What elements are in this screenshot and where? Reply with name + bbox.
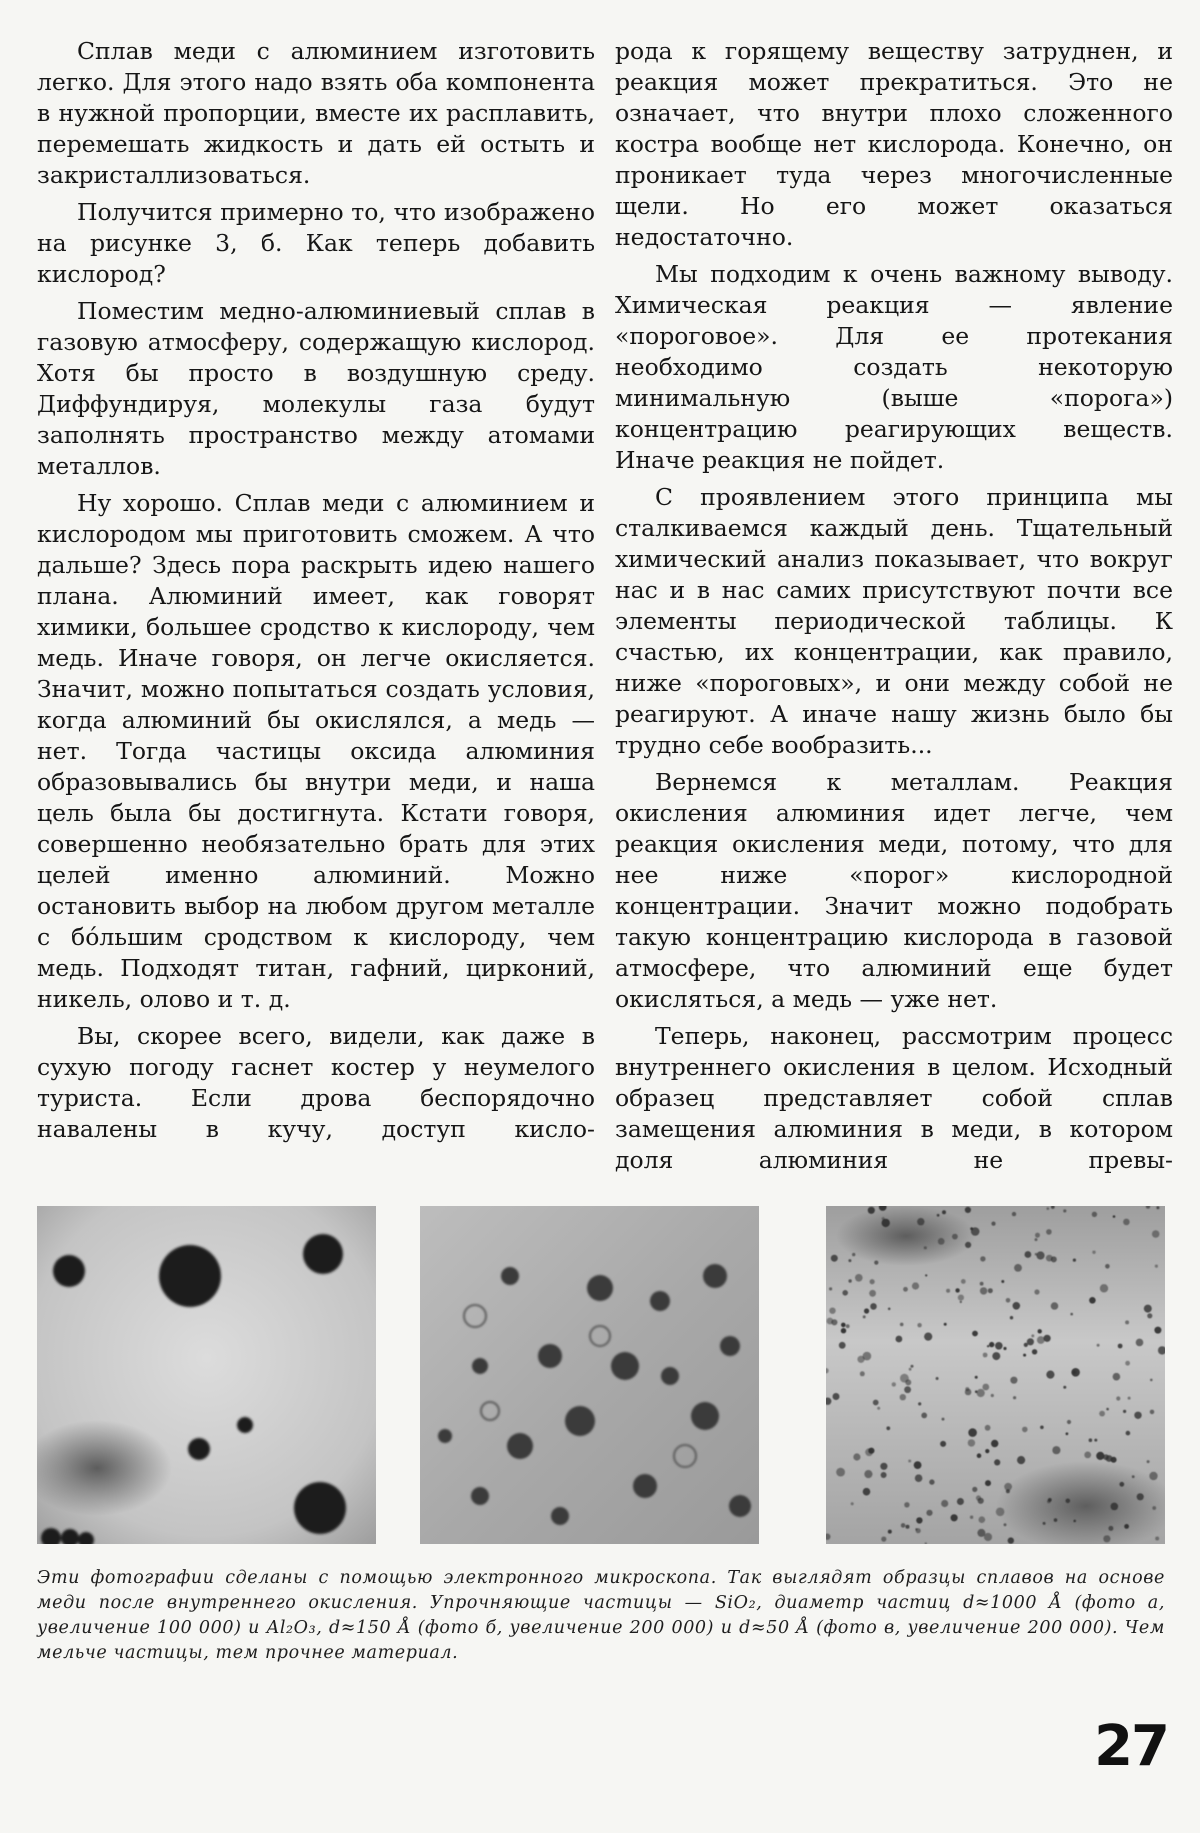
speck bbox=[1066, 1499, 1071, 1504]
speck bbox=[829, 1287, 832, 1290]
speck bbox=[975, 1390, 978, 1393]
speck bbox=[936, 1377, 939, 1380]
speck bbox=[1023, 1354, 1026, 1357]
speck bbox=[1106, 1455, 1113, 1462]
speck bbox=[1094, 1439, 1097, 1442]
speck bbox=[937, 1214, 940, 1217]
speck bbox=[965, 1242, 971, 1248]
speck bbox=[952, 1234, 958, 1240]
speck bbox=[941, 1500, 948, 1507]
speck bbox=[1008, 1537, 1014, 1543]
speck bbox=[1100, 1284, 1108, 1292]
micrograph-b bbox=[420, 1206, 759, 1544]
speck bbox=[1040, 1426, 1044, 1430]
speck bbox=[1034, 1289, 1039, 1294]
speck bbox=[980, 1282, 984, 1286]
speck bbox=[965, 1387, 969, 1391]
speck bbox=[1031, 1334, 1034, 1337]
speck bbox=[968, 1439, 975, 1446]
speck bbox=[909, 1368, 912, 1371]
speck bbox=[904, 1386, 911, 1393]
speck bbox=[1035, 1233, 1040, 1238]
speck bbox=[892, 1382, 896, 1386]
speck bbox=[1070, 1313, 1073, 1316]
speck bbox=[925, 1274, 927, 1276]
speck bbox=[960, 1301, 962, 1303]
speck bbox=[1067, 1420, 1071, 1424]
speck bbox=[992, 1352, 1000, 1360]
speck bbox=[1004, 1523, 1007, 1526]
speck bbox=[836, 1468, 845, 1477]
speck bbox=[1073, 1520, 1076, 1523]
speck bbox=[1106, 1408, 1109, 1411]
speck bbox=[1111, 1503, 1119, 1511]
speck bbox=[880, 1463, 887, 1470]
speck bbox=[827, 1318, 834, 1325]
speck bbox=[984, 1533, 992, 1541]
speck bbox=[901, 1523, 906, 1528]
speck bbox=[1103, 1535, 1110, 1542]
speck bbox=[1046, 1371, 1054, 1379]
speck bbox=[848, 1279, 851, 1282]
speck bbox=[888, 1308, 891, 1311]
micrograph-strip bbox=[37, 1206, 1165, 1544]
speck bbox=[874, 1261, 878, 1265]
speck bbox=[1099, 1411, 1105, 1417]
speck bbox=[1092, 1251, 1095, 1254]
speck bbox=[991, 1440, 998, 1447]
page-number: 27 bbox=[1094, 1714, 1168, 1779]
speck bbox=[1006, 1298, 1011, 1303]
paragraph: Получится примерно то, что изображено на рисунке 3, б. Как теперь добавить кислород? bbox=[37, 198, 595, 288]
speck bbox=[965, 1207, 971, 1213]
speck bbox=[864, 1470, 872, 1478]
speck bbox=[1047, 1500, 1051, 1504]
left-column bbox=[37, 36, 595, 1151]
speck bbox=[1123, 1219, 1130, 1226]
speck bbox=[1113, 1373, 1121, 1381]
speck bbox=[881, 1472, 887, 1478]
speck bbox=[1155, 1265, 1158, 1268]
speck bbox=[864, 1308, 869, 1313]
speck bbox=[1154, 1327, 1161, 1334]
speck bbox=[980, 1256, 985, 1261]
speck bbox=[853, 1453, 860, 1460]
speck bbox=[942, 1210, 946, 1214]
speck bbox=[863, 1488, 871, 1496]
speck bbox=[1089, 1438, 1093, 1442]
speck bbox=[1027, 1338, 1034, 1345]
speck bbox=[991, 1394, 994, 1397]
paragraph: С проявлением этого принципа мы сталкиваемся каждый день. Тщательный химический анализ показывает, что вокруг нас и в нас самих присутствуют почти все элементы периодической таблицы. К счастью, их концентрации, как правило, ниже «пороговых», и они между собой не реагируют. А иначе нашу жизнь было бы трудно себе вообразить... bbox=[615, 483, 1173, 759]
speck bbox=[1089, 1297, 1096, 1304]
speck bbox=[860, 1371, 865, 1376]
speck bbox=[829, 1308, 835, 1314]
speck bbox=[900, 1394, 906, 1400]
speck bbox=[868, 1207, 875, 1214]
speck bbox=[1025, 1251, 1032, 1258]
speck bbox=[1124, 1524, 1129, 1529]
speck bbox=[886, 1426, 890, 1430]
speck bbox=[848, 1259, 851, 1262]
speck bbox=[868, 1448, 874, 1454]
speck bbox=[1156, 1206, 1159, 1209]
speck bbox=[970, 1227, 973, 1230]
speck bbox=[904, 1502, 909, 1507]
speck bbox=[1155, 1537, 1159, 1541]
speck bbox=[896, 1336, 903, 1343]
speck bbox=[968, 1428, 977, 1437]
speck bbox=[972, 1487, 977, 1492]
speck bbox=[1022, 1427, 1028, 1433]
speck bbox=[841, 1323, 846, 1328]
speck bbox=[961, 1279, 966, 1284]
speck bbox=[988, 1288, 993, 1293]
speck bbox=[916, 1528, 921, 1533]
speck bbox=[1149, 1472, 1157, 1480]
speck bbox=[1128, 1397, 1131, 1400]
speck bbox=[1132, 1475, 1135, 1478]
speck bbox=[908, 1460, 911, 1463]
speck bbox=[1096, 1452, 1104, 1460]
speck bbox=[1046, 1255, 1053, 1262]
speck bbox=[926, 1510, 932, 1516]
speck bbox=[958, 1295, 964, 1301]
speck bbox=[985, 1480, 991, 1486]
speck bbox=[863, 1315, 866, 1318]
speck bbox=[972, 1331, 978, 1337]
micrograph-c bbox=[826, 1206, 1165, 1544]
paragraph: Теперь, наконец, рассмотрим процесс внутреннего окисления в целом. Исходный образец представляет собой сплав замещения алюминия в меди, в котором доля алюминия не превы- bbox=[615, 1022, 1173, 1174]
paragraph: Вы, скорее всего, видели, как даже в сухую погоду гаснет костер у неумелого туриста. Если дрова беспорядочно навалены в кучу, доступ кисло- bbox=[37, 1022, 595, 1143]
speck bbox=[991, 1222, 995, 1226]
speck bbox=[1125, 1361, 1130, 1366]
speck bbox=[1119, 1482, 1124, 1487]
speck bbox=[839, 1342, 846, 1349]
speck bbox=[946, 1289, 950, 1293]
speck bbox=[911, 1365, 914, 1368]
speck bbox=[1003, 1347, 1006, 1350]
speck bbox=[1036, 1251, 1044, 1259]
speck bbox=[929, 1479, 934, 1484]
speck bbox=[921, 1413, 927, 1419]
speck bbox=[1152, 1230, 1160, 1238]
speck bbox=[833, 1393, 840, 1400]
speck bbox=[1017, 1456, 1025, 1464]
speck bbox=[1013, 1396, 1016, 1399]
speck bbox=[924, 1333, 932, 1341]
speck bbox=[1038, 1329, 1042, 1333]
speck bbox=[940, 1441, 946, 1447]
paragraph: Поместим медно-алюминиевый сплав в газовую атмосферу, содержащую кислород. Хотя бы просто в воздушную среду. Диффундируя, молекулы газа будут заполнять пространство между атомами металлов. bbox=[37, 297, 595, 480]
speck bbox=[977, 1453, 982, 1458]
speck bbox=[917, 1323, 921, 1327]
speck bbox=[1046, 1229, 1052, 1235]
speck bbox=[1063, 1209, 1066, 1212]
speck bbox=[1047, 1207, 1050, 1210]
micrograph-a bbox=[37, 1206, 376, 1544]
speck bbox=[1054, 1518, 1058, 1522]
speck bbox=[1092, 1212, 1097, 1217]
speck bbox=[1071, 1368, 1080, 1377]
speck bbox=[1152, 1506, 1156, 1510]
speck bbox=[1043, 1522, 1046, 1525]
speck bbox=[970, 1516, 973, 1519]
speck bbox=[1150, 1379, 1153, 1382]
speck bbox=[1001, 1280, 1004, 1283]
speck bbox=[869, 1290, 876, 1297]
speck bbox=[1118, 1344, 1123, 1349]
speck bbox=[881, 1537, 886, 1542]
speck bbox=[1010, 1377, 1017, 1384]
speck bbox=[1150, 1410, 1155, 1415]
speck bbox=[1125, 1320, 1129, 1324]
speck bbox=[870, 1303, 877, 1310]
speck bbox=[852, 1253, 855, 1256]
speck bbox=[942, 1418, 945, 1421]
speck bbox=[918, 1402, 921, 1405]
speck bbox=[1097, 1344, 1100, 1347]
speck bbox=[989, 1342, 994, 1347]
paragraph: Мы подходим к очень важному выводу. Химическая реакция — явление «пороговое». Для ее протекания необходимо создать некоторую минимальную (выше «порога») концентрацию реагирующих веществ. Иначе реакция не пойдет. bbox=[615, 260, 1173, 474]
speck bbox=[975, 1376, 978, 1379]
speck bbox=[882, 1217, 885, 1220]
paragraph: Вернемся к металлам. Реакция окисления алюминия идет легче, чем реакция окисления меди, потому, что для нее ниже «порог» кислородной концентрации. Значит можно подобрать такую концентрацию кислорода в газовой атмосфере, что алюминий еще будет окисляться, а медь — уже нет. bbox=[615, 768, 1173, 1013]
speck bbox=[995, 1342, 1003, 1350]
speck bbox=[903, 1287, 908, 1292]
speck bbox=[996, 1508, 1005, 1517]
speck bbox=[851, 1502, 854, 1505]
speck bbox=[924, 1246, 927, 1249]
speck bbox=[1144, 1305, 1152, 1313]
speck bbox=[917, 1218, 924, 1225]
speck bbox=[982, 1384, 989, 1391]
speck bbox=[915, 1474, 923, 1482]
speck bbox=[994, 1459, 1000, 1465]
speck bbox=[1051, 1302, 1059, 1310]
speck bbox=[914, 1461, 922, 1469]
speck bbox=[841, 1328, 846, 1333]
speck bbox=[944, 1323, 947, 1326]
speck bbox=[877, 1407, 880, 1410]
speck bbox=[951, 1514, 958, 1521]
speck bbox=[1006, 1489, 1010, 1493]
speck bbox=[1108, 1526, 1113, 1531]
speck bbox=[1105, 1264, 1110, 1269]
speck bbox=[1136, 1339, 1144, 1347]
speck bbox=[900, 1323, 904, 1327]
speck bbox=[938, 1238, 945, 1245]
speck bbox=[1126, 1431, 1131, 1436]
speck bbox=[1066, 1432, 1069, 1435]
speck bbox=[912, 1282, 919, 1289]
speck bbox=[955, 1288, 959, 1292]
speck bbox=[985, 1449, 989, 1453]
paragraph: Сплав меди с алюминием изготовить легко. Для этого надо взять оба компонента в нужной пропорции, вместе их расплавить, перемешать жидкость и дать ей остыть и закристаллизоваться. bbox=[37, 37, 595, 189]
speck bbox=[1010, 1316, 1013, 1319]
speck bbox=[980, 1287, 987, 1294]
speck bbox=[979, 1516, 986, 1523]
paragraph: Ну хорошо. Сплав меди с алюминием и кислородом мы приготовить сможем. А что дальше? Здесь пора раскрыть идею нашего плана. Алюминий имеет, как говорят химики, большее сродство к кислороду, чем медь. Иначе говоря, он легче окисляется. Значит, можно попытаться создать условия, когда алюминий бы окислялся, а медь — нет. Тогда частицы оксида алюминия образовывались бы внутри меди, и наша цель была бы достигнута. Кстати говоря, совершенно необязательно брать для этих целей именно алюминий. Можно остановить выбор на любом другом металле с бо́льшим сродством к кислороду, чем медь. Подходят титан, гафний, цирконий, никель, олово и т. д. bbox=[37, 489, 595, 1013]
speck bbox=[1012, 1212, 1016, 1216]
speck bbox=[916, 1517, 922, 1523]
speck bbox=[977, 1389, 985, 1397]
speck bbox=[906, 1525, 910, 1529]
speck bbox=[985, 1425, 991, 1431]
speck bbox=[1123, 1410, 1126, 1413]
speck bbox=[1032, 1349, 1037, 1354]
speck bbox=[1063, 1386, 1066, 1389]
speck bbox=[983, 1353, 988, 1358]
speck bbox=[842, 1290, 848, 1296]
speck bbox=[855, 1274, 863, 1282]
speck bbox=[1116, 1396, 1120, 1400]
right-column bbox=[615, 36, 1173, 1182]
speck bbox=[846, 1324, 850, 1328]
speck bbox=[1035, 1238, 1038, 1241]
speck bbox=[870, 1279, 875, 1284]
speck bbox=[987, 1345, 989, 1347]
speck bbox=[1113, 1215, 1116, 1218]
speck bbox=[1013, 1302, 1021, 1310]
paragraph: рода к горящему веществу затруднен, и реакция может прекратиться. Это не означает, что внутри плохо сложенного костра вообще нет кислорода. Конечно, он проникает туда через многочисленные щели. Но его может оказаться недостаточно. bbox=[615, 37, 1173, 251]
figure-caption: Эти фотографии сделаны с помощью электронного микроскопа. Так выглядят образцы сплавов на основе меди после внутреннего окисления. Упрочняющие частицы — SiO₂, диаметр частиц d≈1000 Å (фото а, увеличение 100 000) и Al₂O₃, d≈150 Å (фото б, увеличение 200 000) и d≈50 Å (фото в, увеличение 200 000). Чем мельче частицы, тем прочнее материал. bbox=[37, 1568, 1165, 1663]
speck bbox=[1073, 1259, 1076, 1262]
speck bbox=[1134, 1412, 1141, 1419]
speck bbox=[873, 1400, 879, 1406]
speck bbox=[1147, 1460, 1150, 1463]
speck bbox=[1014, 1264, 1022, 1272]
speck bbox=[1147, 1313, 1152, 1318]
speck bbox=[900, 1374, 909, 1383]
speck bbox=[1084, 1452, 1091, 1459]
speck bbox=[976, 1495, 981, 1500]
speck bbox=[888, 1530, 892, 1534]
speck bbox=[857, 1356, 864, 1363]
speck bbox=[957, 1498, 964, 1505]
speck bbox=[1052, 1446, 1060, 1454]
speck bbox=[1137, 1493, 1144, 1500]
speck bbox=[1035, 1253, 1038, 1256]
speck bbox=[1037, 1336, 1045, 1344]
speck bbox=[831, 1255, 838, 1262]
